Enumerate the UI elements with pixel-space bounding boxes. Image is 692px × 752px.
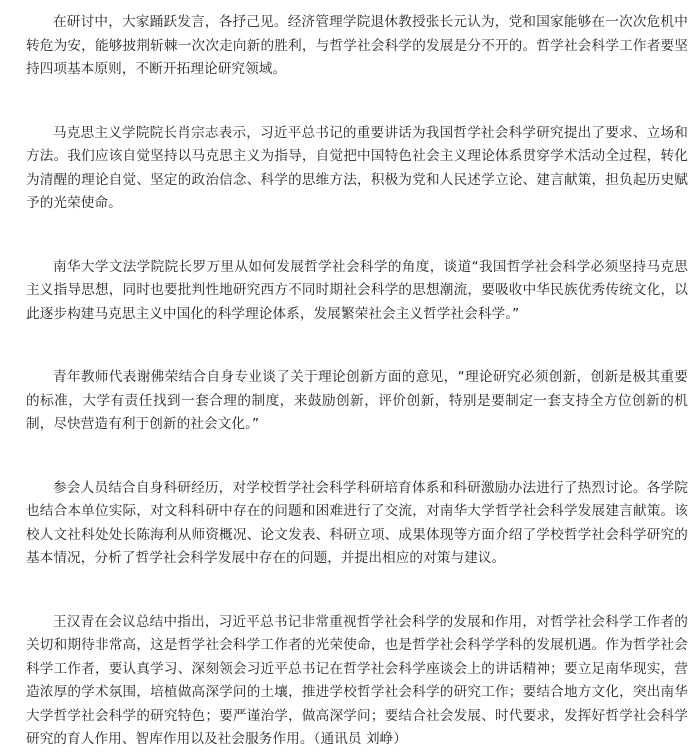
- article-paragraph-1: 在研讨中，大家踊跃发言，各抒己见。经济管理学院退休教授张长元认为，党和国家能够在一次次危机中转危为安，能够披荆斩棘一次次走向新的胜利，与哲学社会科学的发展是分不开的。哲学社会科学工作者要坚持四项基本原则，不断开拓理论研究领域。: [26, 14, 688, 77]
- article-paragraph-3: 南华大学文法学院院长罗万里从如何发展哲学社会科学的角度，谈道“我国哲学社会科学必须坚持马克思主义指导思想，同时也要批判性地研究西方不同时期社会科学的思想潮流，要吸收中华民族优秀传统文化，以此逐步构建马克思主义中国化的科学理论体系，发展繁荣社会主义哲学社会科学。”: [26, 258, 688, 322]
- article-paragraph-4: 青年教师代表谢佛荣结合自身专业谈了关于理论创新方面的意见，“理论研究必须创新，创新是极其重要的标准，大学有责任找到一套合理的制度，来鼓励创新，评价创新，特别是要制定一套支持全方位创新的机制，尽快营造有利于创新的社会文化。”: [26, 369, 688, 432]
- article-paragraph-5: 参会人员结合自身科研经历，对学校哲学社会科学科研培育体系和科研激励办法进行了热烈讨论。各学院也结合本单位实际，对文科科研中存在的问题和困难进行了交流，对南华大学哲学社会科学发展建言献策。该校人文社科处处长陈海利从师资概况、论文发表、科研立项、成果体现等方面介绍了学校哲学社会科学研究的基本情况，分析了哲学社会科学发展中存在的问题，并提出相应的对策与建议。: [26, 479, 688, 566]
- article-paragraph-6: 王汉青在会议总结中指出，习近平总书记非常重视哲学社会科学的发展和作用，对哲学社会科学工作者的关切和期待非常高，这是哲学社会科学工作者的光荣使命，也是哲学社会科学学科的发展机遇。作为哲学社会科学工作者，要认真学习、深刻领会习近平总书记在哲学社会科学座谈会上的讲话精神；要立足南华现实，营造浓厚的学术氛围，培植做高深学问的土壤，推进学校哲学社会科学的研究工作；要结合地方文化，突出南华大学哲学社会科学的研究特色；要严谨治学，做高深学问；要结合社会发展、时代要求，发挥好哲学社会科学研究的育人作用、智库作用以及社会服务作用。（通讯员 刘峥）: [26, 613, 688, 747]
- article-paragraph-2: 马克思主义学院院长肖宗志表示，习近平总书记的重要讲话为我国哲学社会科学研究提出了要求、立场和方法。我们应该自觉坚持以马克思主义为指导，自觉把中国特色社会主义理论体系贯穿学术活动全过程，转化为清醒的理论自觉、坚定的政治信念、科学的思维方法，积极为党和人民述学立论、建言献策，担负起历史赋予的光荣使命。: [26, 124, 688, 211]
